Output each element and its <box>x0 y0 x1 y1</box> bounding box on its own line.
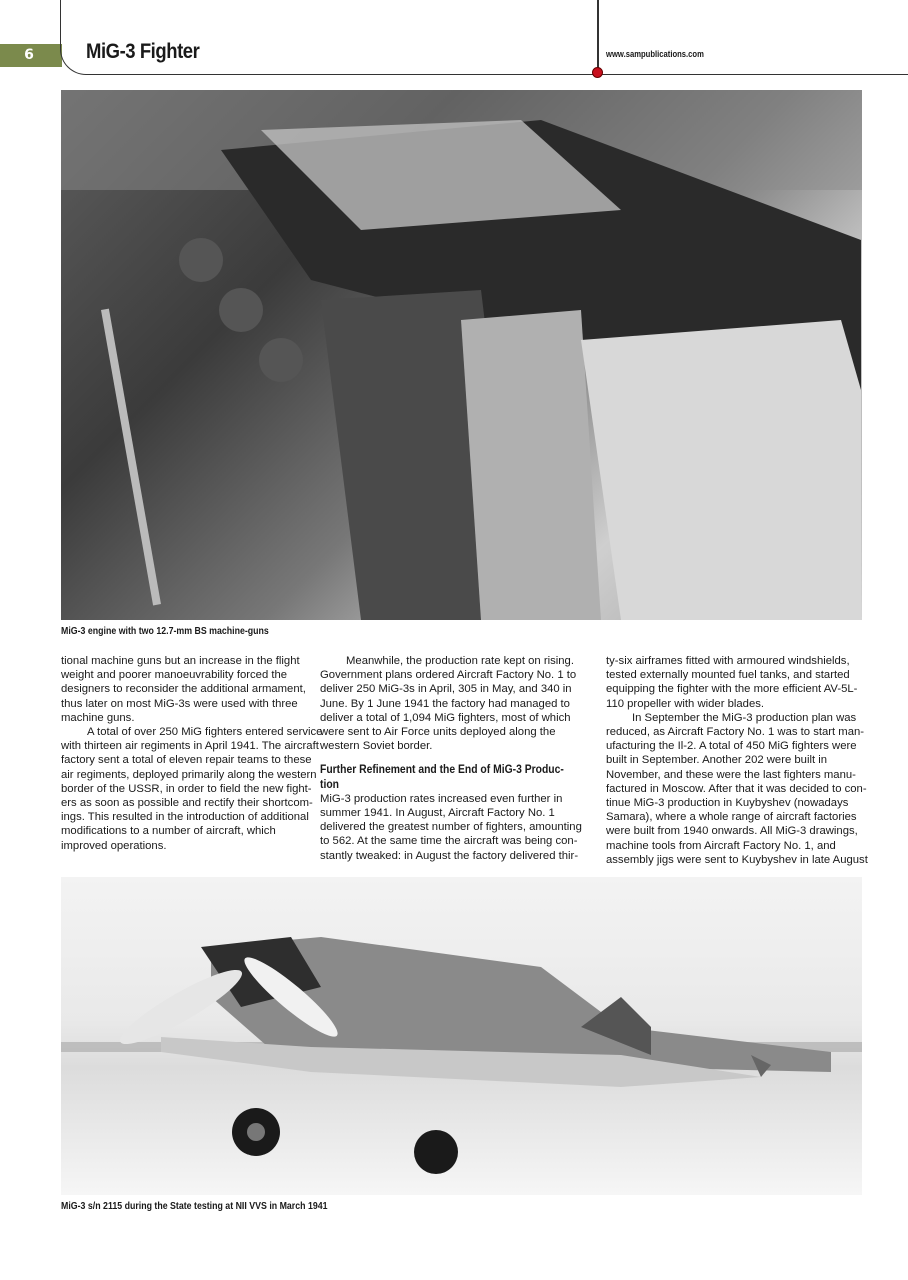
text-line: border of the USSR, in order to field the new fight- <box>61 782 312 795</box>
text-line: with thirteen air regiments in April 1941. The aircraft <box>61 740 319 753</box>
text-line: stantly tweaked: in August the factory delivered thir- <box>320 849 579 862</box>
publisher-url: www.sampublications.com <box>606 49 704 59</box>
text-line: deliver a total of 1,094 MiG fighters, most of which <box>320 711 571 724</box>
text-line: ufacturing the Il-2. A total of 450 MiG fighters were <box>606 740 857 753</box>
text-line: modifications to a number of aircraft, which <box>61 825 276 838</box>
text-line: built in September. Another 202 were built in <box>606 754 828 767</box>
text-line: A total of over 250 MiG fighters entered service <box>87 726 323 739</box>
text-line: ers as soon as possible and rectify their shortcom- <box>61 797 313 810</box>
engine-photo-illustration <box>61 90 862 620</box>
text-line: MiG-3 production rates increased even further in <box>320 792 563 805</box>
aircraft-photo-illustration <box>61 877 862 1195</box>
text-column-1 <box>61 654 322 853</box>
engine-photo <box>61 90 862 620</box>
text-line: air regiments, deployed primarily along the western <box>61 768 317 781</box>
text-line: equipping the fighter with the more efficient AV-5L- <box>606 683 858 696</box>
text-line: designers to reconsider the additional armament, <box>61 683 306 696</box>
text-column-3 <box>606 654 868 867</box>
page-title: MiG-3 Fighter <box>86 40 200 63</box>
paragraph-gap <box>320 753 591 763</box>
text-line: ty-six airframes fitted with armoured windshields, <box>606 655 850 667</box>
red-dot-marker <box>592 67 603 78</box>
text-line: to 562. At the same time the aircraft was being con- <box>320 835 578 848</box>
text-line: June. By 1 June 1941 the factory had managed to <box>320 697 570 710</box>
photo-caption: MiG-3 s/n 2115 during the State testing at NII VVS in March 1941 <box>61 1201 328 1212</box>
text-line: November, and these were the last fighters manu- <box>606 768 856 781</box>
text-line: tested externally mounted fuel tanks, and started <box>606 669 850 682</box>
text-line: Samara), where a whole range of aircraft factories <box>606 811 857 824</box>
text-line: thus later on most MiG-3s were used with three <box>61 697 298 710</box>
section-heading: tion <box>320 778 339 791</box>
text-line: summer 1941. In August, Aircraft Factory No. 1 <box>320 807 555 820</box>
text-line: machine tools from Aircraft Factory No. 1, and <box>606 839 836 852</box>
text-line: deliver 250 MiG-3s in April, 305 in May, and 340 in <box>320 683 572 696</box>
aircraft-photo <box>61 877 862 1195</box>
page-number: 6 <box>24 47 34 63</box>
text-line: western Soviet border. <box>320 740 433 753</box>
text-line: tinue MiG-3 production in Kuybyshev (nowadays <box>606 797 849 810</box>
text-line: Meanwhile, the production rate kept on rising. <box>346 655 574 667</box>
text-line: improved operations. <box>61 839 167 852</box>
text-line: tional machine guns but an increase in the flight <box>61 655 300 667</box>
text-line: ings. This resulted in the introduction of additional <box>61 811 309 824</box>
text-line: were built from 1940 onwards. All MiG-3 drawings, <box>606 825 858 838</box>
text-line: assembly jigs were sent to Kuybyshev in late August <box>606 853 868 866</box>
text-line: were sent to Air Force units deployed along the <box>320 726 556 739</box>
text-line: delivered the greatest number of fighters, amounting <box>320 821 582 834</box>
text-line: factured in Moscow. After that it was decided to con- <box>606 782 867 795</box>
text-line: In September the MiG-3 production plan was <box>632 711 857 724</box>
header-divider <box>597 0 599 73</box>
text-line: factory sent a total of eleven repair teams to these <box>61 754 312 767</box>
text-column-2 <box>320 654 591 863</box>
text-line: Government plans ordered Aircraft Factory No. 1 to <box>320 669 577 682</box>
text-line: weight and poorer manoeuvrability forced the <box>61 669 288 682</box>
text-line: 110 propeller with wider blades. <box>606 697 765 710</box>
text-line: reduced, as Aircraft Factory No. 1 was to start man- <box>606 726 865 739</box>
section-heading: Further Refinement and the End of MiG-3 Produc- <box>320 764 564 777</box>
photo-caption: MiG-3 engine with two 12.7-mm BS machine-guns <box>61 626 269 637</box>
text-line: machine guns. <box>61 711 135 724</box>
